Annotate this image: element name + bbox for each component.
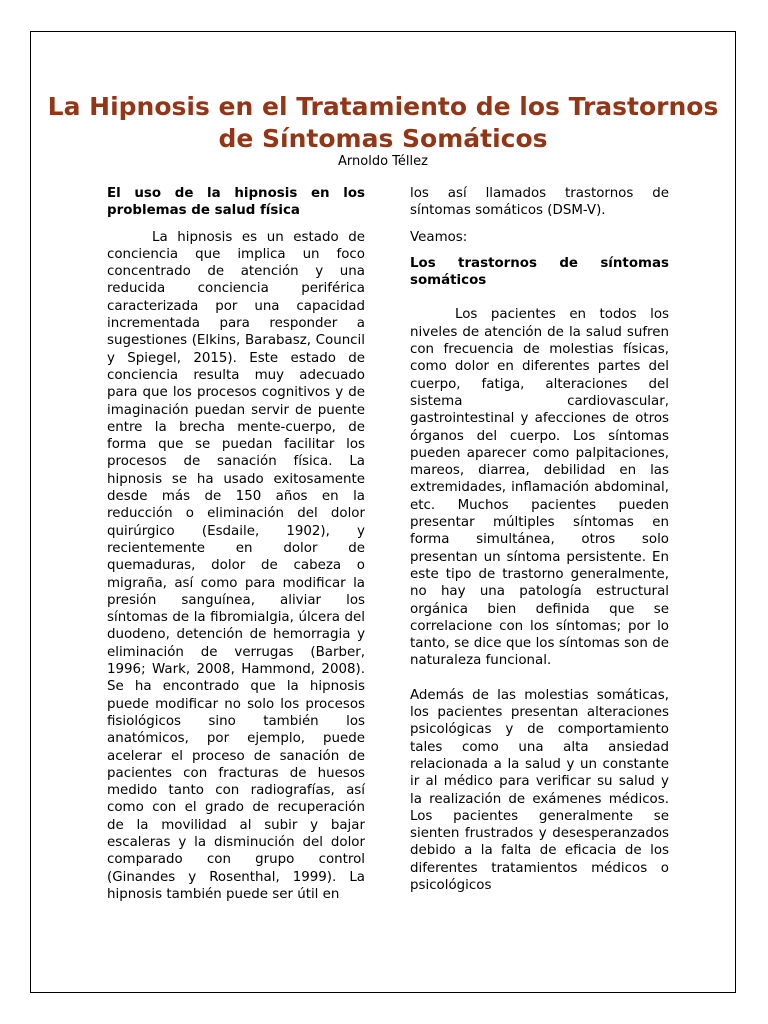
right-column (410, 185, 669, 894)
veamos-text: Veamos: (410, 229, 468, 245)
left-column (107, 185, 365, 903)
section-heading-hypnosis: El uso de la hipnosis en los problemas de salud física (107, 186, 365, 219)
paragraph-continuation: los así llamados trastornos de síntomas somáticos (DSM-V). (410, 186, 669, 219)
paragraph-somatic-1: Los pacientes en todos los niveles de atención de la salud sufren con frecuencia de molestias físicas, como dolor en diferentes partes del cuerpo, fatiga, alteraciones del sistema cardiovascular, gastrointestinal y afecciones de otros órganos del cuerpo. Los síntomas pueden aparecer como palpitaciones, mareos, diarrea, debilidad en las extremidades, inflamación abdominal, etc. Muchos pacientes pueden presentar múltiples síntomas en forma simultánea, otros solo presentan un síntoma persistente. En este tipo de trastorno generalmente, no hay una patología estructural orgánica bien definida que se correlacione con los síntomas; por lo tanto, se dice que los síntomas son de naturaleza funcional. (410, 307, 669, 669)
section-heading-somatic: Los trastornos de síntomas somáticos (410, 255, 669, 289)
paragraph-somatic-2: Además de las molestias somáticas, los pacientes presentan alteraciones psicológicas y de comportamiento tales como una alta ansiedad relacionada a la salud y un constante ir al médico para verificar su salud y la realización de exámenes médicos. Los pacientes generalmente se sienten frustrados y desesperanzados debido a la falta de eficacia de los diferentes tratamientos médicos o psicológicos (410, 687, 669, 893)
article-title: La Hipnosis en el Tratamiento de los Trastornos de Síntomas Somáticos (47, 92, 719, 153)
author-name: Arnoldo Téllez (338, 154, 428, 169)
paragraph-hypnosis: La hipnosis es un estado de conciencia que implica un foco concentrado de atención y una reducida conciencia periférica caracterizada por una capacidad incrementada para responder a sugestiones (Elkins, Barabasz, Council y Spiegel, 2015). Este estado de conciencia resulta muy adecuado para que los procesos cognitivos y de imaginación puedan servir de puente entre la brecha mente-cuerpo, de forma que se puedan facilitar los procesos de sanación física. La hipnosis se ha usado exitosamente desde más de 150 años en la reducción o eliminación del dolor quirúrgico (Esdaile, 1902), y recientemente en dolor de quemaduras, dolor de cabeza o migraña, así como para modificar la presión sanguínea, aliviar los síntomas de la fibromialgia, úlcera del duodeno, detención de hemorragia y eliminación de verrugas (Barber, 1996; Wark, 2008, Hammond, 2008). Se ha encontrado que la hipnosis puede modificar no solo los procesos fisiológicos sino también los anatómicos, por ejemplo, puede acelerar el proceso de sanación de pacientes con fracturas de huesos medido tanto con radiografías, así como con el grado de recuperación de la movilidad al subir y bajar escaleras y la disminución del dolor comparado con grupo control (Ginandes y Rosenthal, 1999). La hipnosis también puede ser útil en (107, 229, 365, 902)
